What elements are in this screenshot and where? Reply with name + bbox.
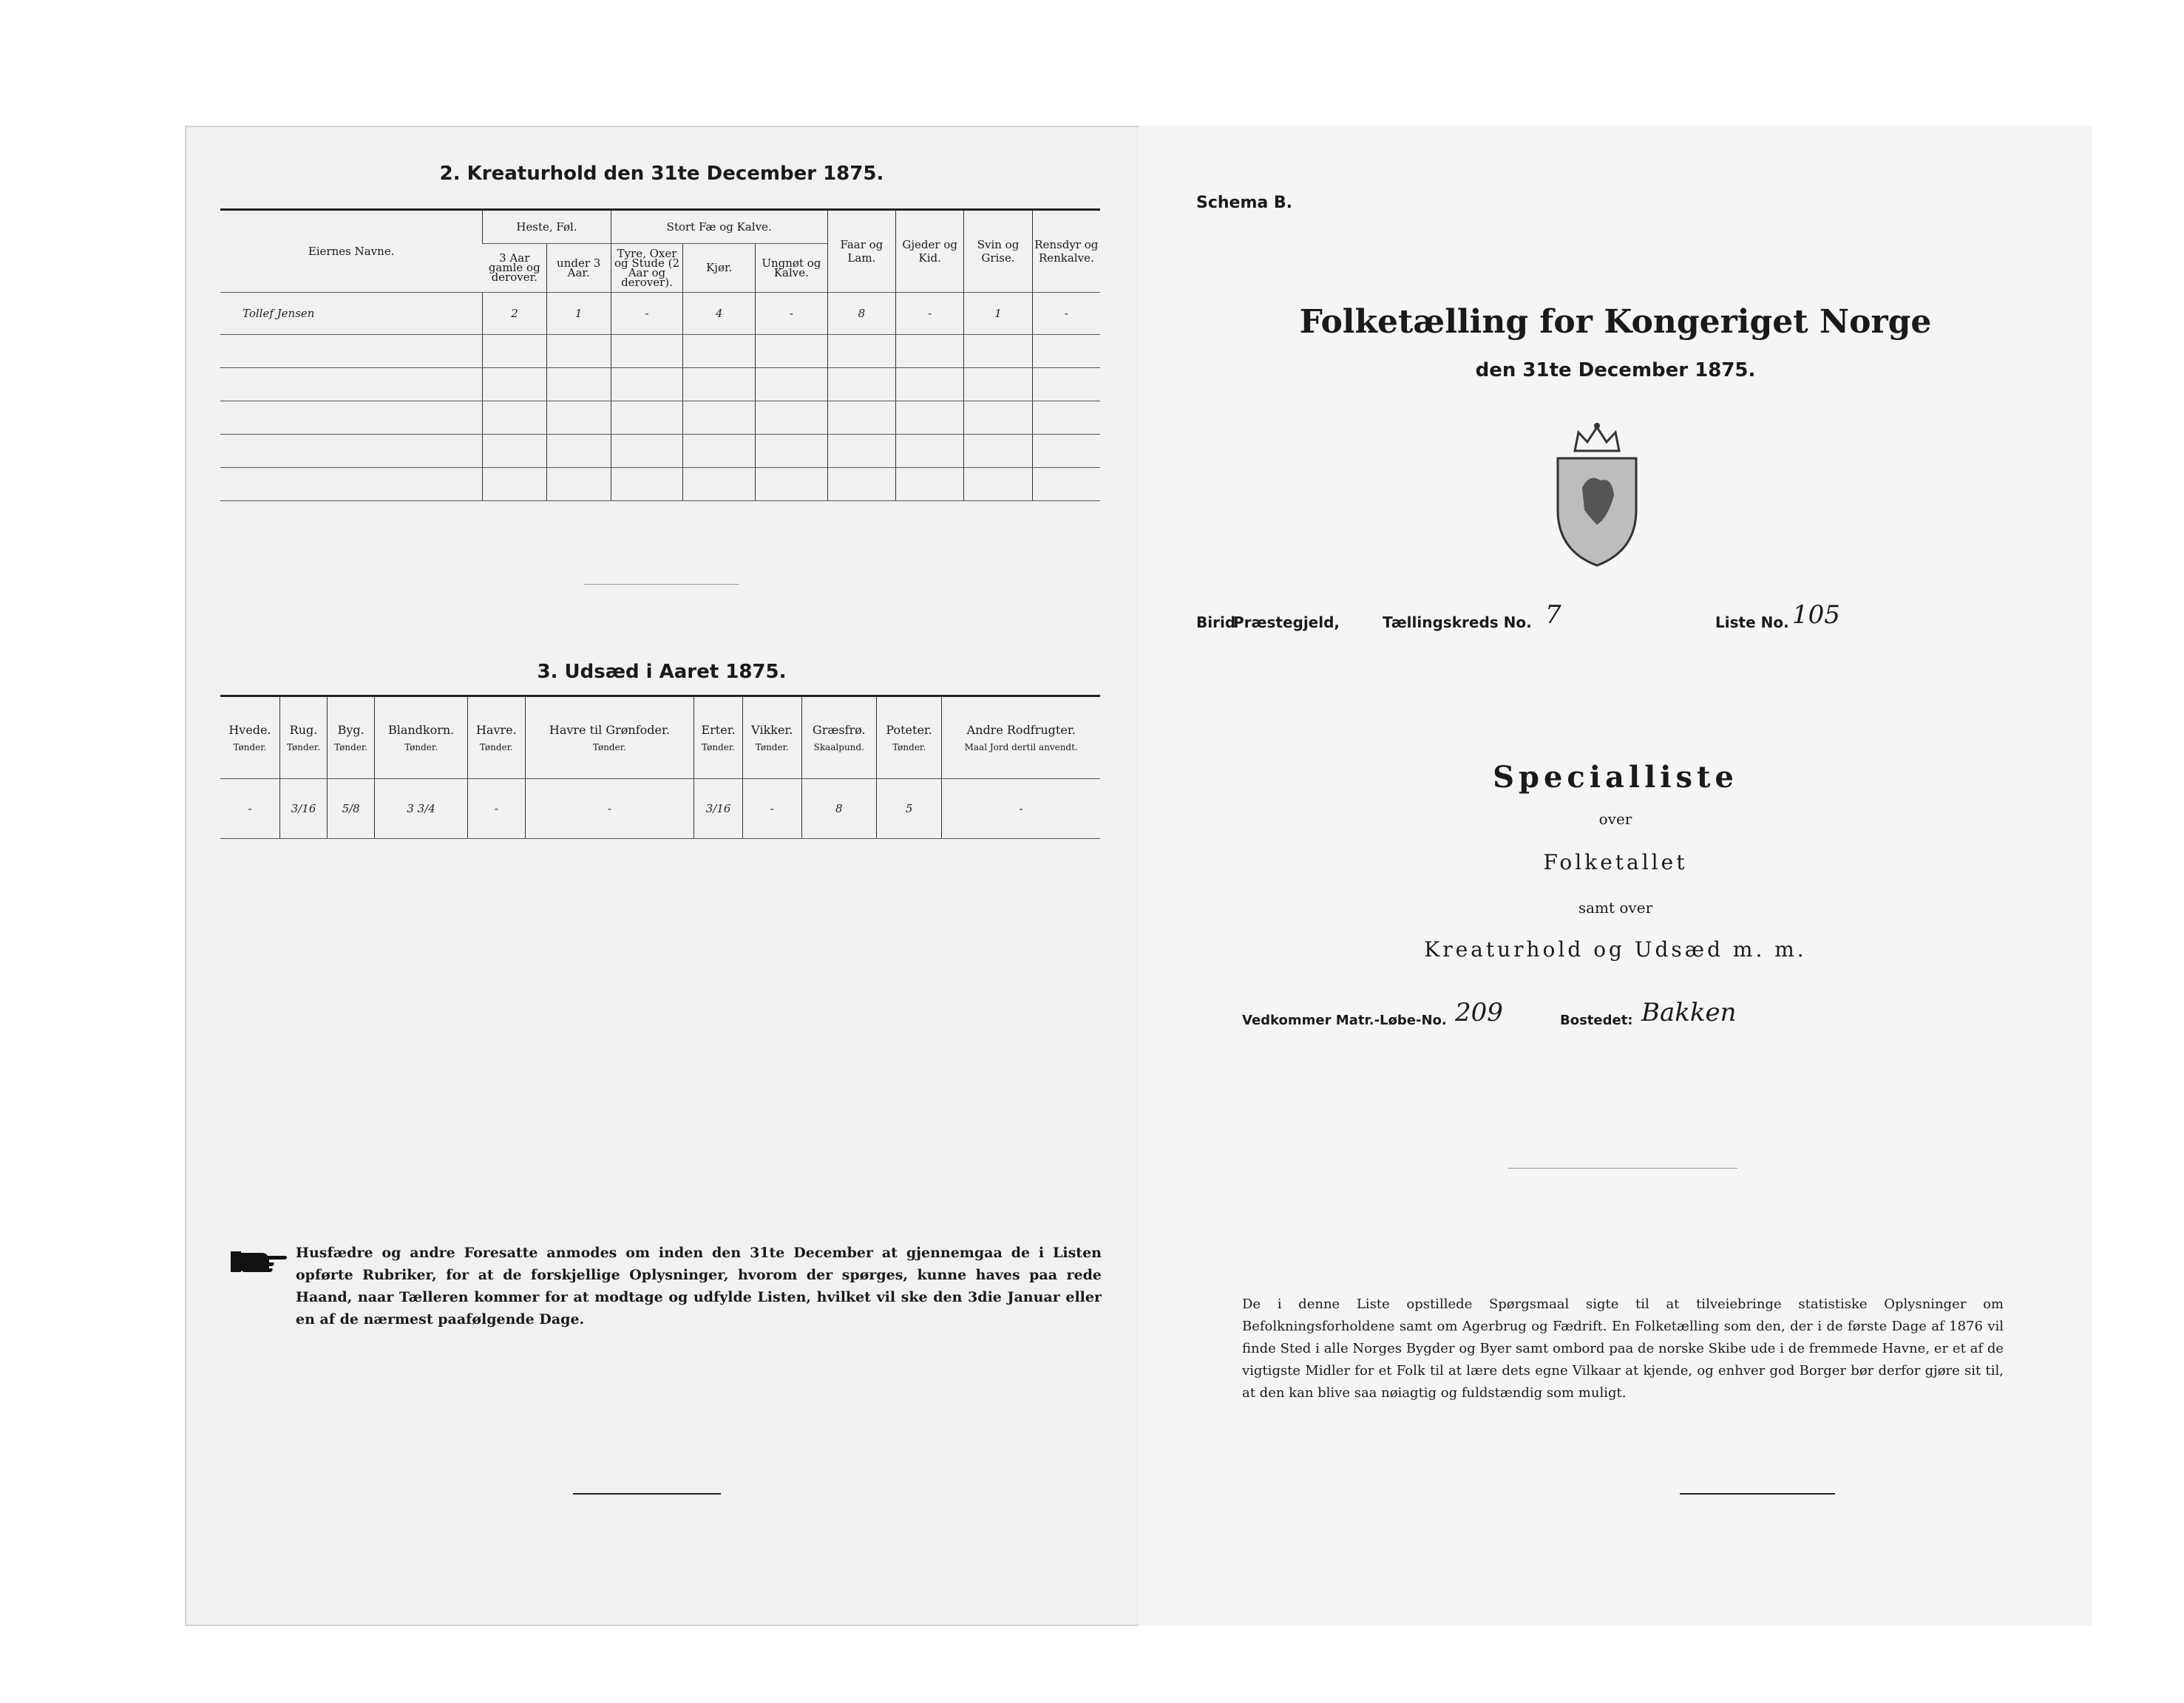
- col-gjeder: Gjeder og Kid.: [896, 210, 964, 293]
- cell-faar: 8: [827, 293, 895, 335]
- right-page: [1139, 126, 2092, 1626]
- seed-header: [742, 696, 801, 779]
- col-rensdyr: Rensdyr og Renkalve.: [1032, 210, 1100, 293]
- table-row: [220, 368, 1100, 401]
- seed-header: [468, 696, 526, 779]
- prestegjeld-value: Birid: [1196, 613, 1236, 631]
- seed-header-unit: Tønder.: [592, 742, 626, 752]
- cell-rensdyr: -: [1032, 293, 1100, 335]
- sub-heste-young: under 3 Aar.: [546, 244, 611, 293]
- seed-header: [876, 696, 941, 779]
- samt-over-text: samt over: [1578, 899, 1653, 917]
- separator-line: [1508, 1168, 1737, 1169]
- table-row: [220, 435, 1100, 468]
- seed-value: -: [468, 779, 526, 839]
- sub-ungnod: Ungnøt og Kalve.: [756, 244, 828, 293]
- cell-heste-young: 1: [546, 293, 611, 335]
- cell-kjor: 4: [683, 293, 756, 335]
- group-stort: Stort Fæ og Kalve.: [611, 210, 827, 244]
- over-text: over: [1598, 810, 1632, 828]
- coat-of-arms-icon: [1549, 421, 1645, 569]
- bosted-label: Bostedet:: [1560, 1013, 1633, 1028]
- seed-header-name: Andre Rodfrugter.: [966, 723, 1076, 737]
- seed-header-unit: Tønder.: [892, 742, 926, 752]
- seed-value: 5/8: [328, 779, 375, 839]
- matr-value: 209: [1455, 998, 1503, 1027]
- pointing-hand-icon: [229, 1245, 288, 1278]
- seed-value: -: [220, 779, 279, 839]
- footer-text: De i denne Liste opstillede Spørgsmaal sigte til at tilveiebringe statistiske Oplysninger om Befolkningsforholdene samt om Agerbrug og Fædrift. En Folketælling som den, der i de første Dage af 1876 vil finde Sted i alle Norges Bygder og Byer samt ombord paa de norske Skibe ude i de fremmede Havne, er et af de vigtigste Midler for et Folk til at lære dets egne Vilkaar at kjende, og enhver god Borger bør derfor gjøre sit til, at den kan blive saa nøiagtig og fuldstændig som muligt.: [1242, 1296, 2004, 1401]
- seed-header: [375, 696, 468, 779]
- table-row: [220, 293, 1100, 335]
- seed-header-name: Poteter.: [886, 723, 932, 737]
- seed-header: [694, 696, 743, 779]
- seed-header-unit: Tønder.: [233, 742, 267, 752]
- seed-header-unit: Tønder.: [286, 742, 321, 752]
- seed-header-name: Blandkorn.: [387, 723, 455, 737]
- seed-value: -: [525, 779, 694, 839]
- seed-header-unit: Tønder.: [755, 742, 789, 752]
- cell-heste-old: 2: [483, 293, 546, 335]
- group-heste: Heste, Føl.: [483, 210, 611, 244]
- owner-name: Tollef Jensen: [220, 293, 483, 335]
- section2-title: 2. Kreaturhold den 31te December 1875.: [439, 163, 884, 185]
- cell-gjeder: -: [896, 293, 964, 335]
- sub-tyre: Tyre, Oxer og Stude (2 Aar og derover).: [611, 244, 683, 293]
- seed-header-unit: Tønder.: [404, 742, 438, 752]
- cell-tyre: -: [611, 293, 683, 335]
- sub-kjor: Kjør.: [683, 244, 756, 293]
- kreaturhold-text: Kreaturhold og Udsæd m. m.: [1424, 937, 1807, 962]
- table-row: [220, 468, 1100, 501]
- seed-header-unit: Tønder.: [334, 742, 368, 752]
- matr-label: Vedkommer Matr.-Løbe-No.: [1242, 1013, 1447, 1028]
- separator-line: [573, 1493, 721, 1495]
- seed-header-unit: Maal Jord dertil anvendt.: [964, 742, 1078, 752]
- bosted-value: Bakken: [1641, 998, 1737, 1027]
- seed-header-name: Byg.: [337, 723, 364, 737]
- prestegjeld-label: Præstegjeld,: [1233, 613, 1340, 631]
- seed-header-name: Havre til Grønfoder.: [549, 723, 670, 737]
- seed-value: 3 3/4: [375, 779, 468, 839]
- col-faar: Faar og Lam.: [827, 210, 895, 293]
- section3-title: 3. Udsæd i Aaret 1875.: [537, 661, 787, 683]
- scanned-document: [185, 126, 2092, 1626]
- seed-header-name: Erter.: [701, 723, 736, 737]
- seed-header-name: Rug.: [289, 723, 318, 737]
- notice-text: Husfædre og andre Foresatte anmodes om inden den 31te December at gjennemgaa de i Listen opførte Rubriker, for at de forskjellige Oplysninger, hvorom der spørges, kunne haves paa rede Haand, naar Tælleren kommer for at modtage og udfylde Listen, hvilket vil ske den 3die Januar eller en af de nærmest paafølgende Dage.: [296, 1245, 1102, 1328]
- kreds-label: Tællingskreds No.: [1383, 613, 1532, 631]
- livestock-table: [220, 208, 1100, 501]
- left-page: [185, 126, 1139, 1626]
- cell-svin: 1: [964, 293, 1032, 335]
- seed-table: [220, 695, 1100, 839]
- table-row: [220, 335, 1100, 368]
- seed-value: -: [742, 779, 801, 839]
- seed-header-name: Havre.: [475, 723, 517, 737]
- seed-header-unit: Tønder.: [479, 742, 513, 752]
- specialliste-heading: Specialliste: [1493, 760, 1738, 795]
- seed-header: [220, 696, 279, 779]
- table-row: [220, 401, 1100, 435]
- seed-value: 8: [801, 779, 876, 839]
- seed-header-name: Vikker.: [751, 723, 793, 737]
- cell-ungnod: -: [756, 293, 828, 335]
- kreds-value: 7: [1545, 600, 1561, 630]
- seed-header: [942, 696, 1100, 779]
- col-svin: Svin og Grise.: [964, 210, 1032, 293]
- seed-header-unit: Tønder.: [702, 742, 736, 752]
- seed-header-unit: Skaalpund.: [813, 742, 864, 752]
- main-title: Folketælling for Kongeriget Norge: [1299, 303, 1932, 341]
- seed-value: 5: [876, 779, 941, 839]
- separator-line: [1680, 1493, 1835, 1495]
- seed-header-name: Græsfrø.: [812, 723, 866, 737]
- seed-header: [801, 696, 876, 779]
- schema-label: Schema B.: [1196, 194, 1293, 212]
- folketallet-text: Folketallet: [1543, 850, 1688, 874]
- seed-header: [525, 696, 694, 779]
- col-owner: Eiernes Navne.: [220, 210, 483, 293]
- separator-line: [584, 584, 739, 585]
- seed-header: [328, 696, 375, 779]
- seed-value: -: [942, 779, 1100, 839]
- main-subtitle: den 31te December 1875.: [1475, 359, 1756, 381]
- seed-header-name: Hvede.: [228, 723, 271, 737]
- liste-value: 105: [1792, 600, 1840, 630]
- liste-label: Liste No.: [1715, 613, 1789, 631]
- seed-header: [279, 696, 327, 779]
- seed-value: 3/16: [694, 779, 743, 839]
- seed-value: 3/16: [279, 779, 327, 839]
- sub-heste-old: 3 Aar gamle og derover.: [483, 244, 546, 293]
